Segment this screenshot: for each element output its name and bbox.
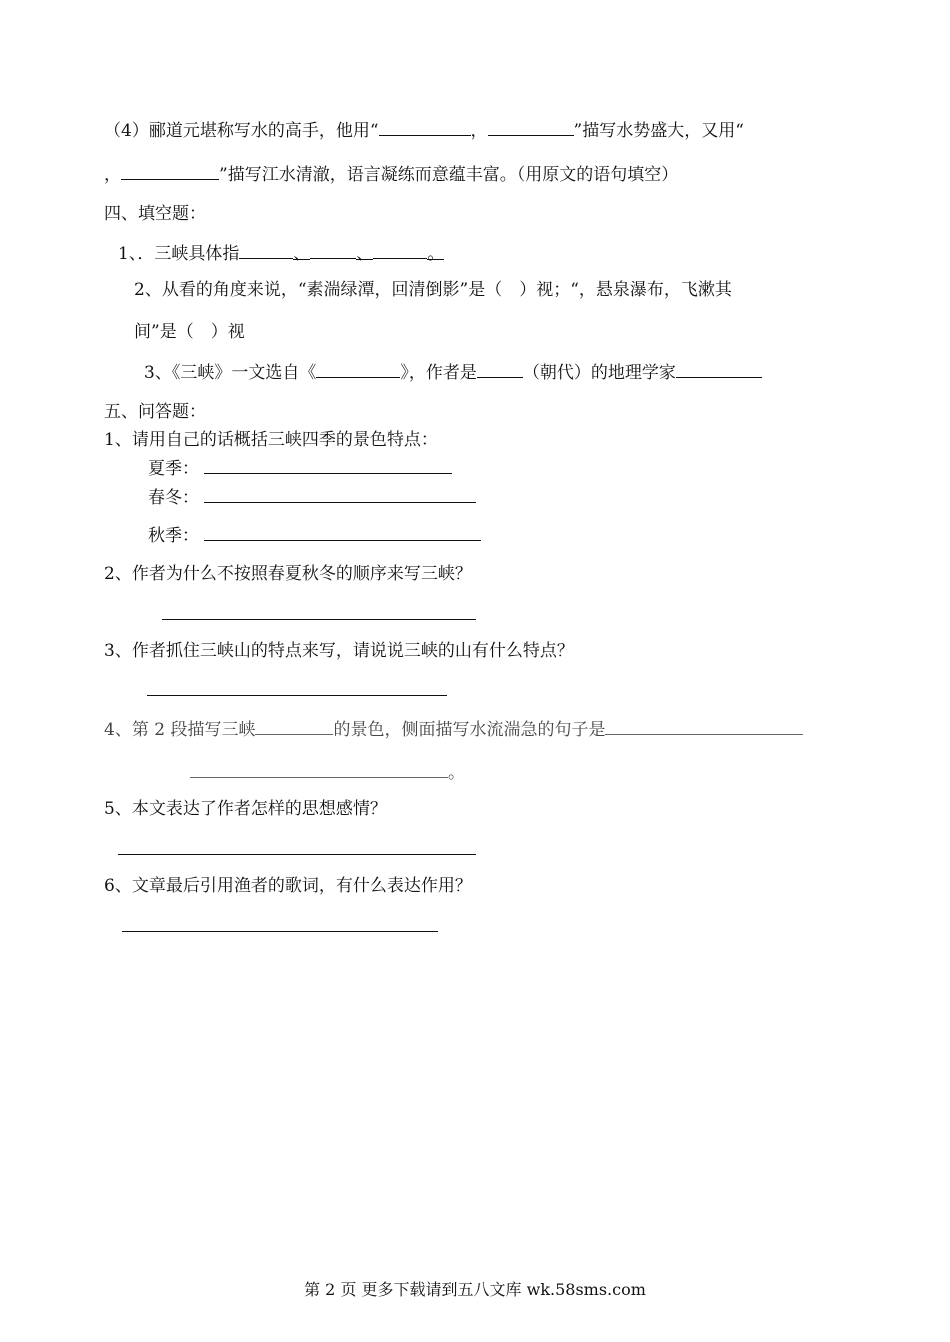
s5-q1-spring-winter-answer-line[interactable]	[204, 502, 476, 503]
s5-q1-summer-answer-line[interactable]	[204, 473, 452, 474]
s5-q1-autumn-label: 秋季：	[148, 526, 199, 546]
s4-q1-pre: 1、．三峡具体指	[118, 244, 240, 264]
s4-q1-sep: 、	[293, 244, 311, 264]
s5-q5: 5、本文表达了作者怎样的思想感情？	[104, 799, 387, 819]
s5-q4-line1	[104, 717, 803, 742]
s4-q1	[118, 241, 444, 266]
q4-line2	[104, 162, 678, 187]
s5-q6-answer-line[interactable]	[122, 931, 438, 932]
blank-input[interactable]	[676, 360, 762, 378]
s4-q3-post: （朝代）的地理学家	[522, 363, 676, 383]
blank-input[interactable]	[373, 241, 427, 259]
blank-input[interactable]	[605, 717, 803, 735]
blank-input[interactable]	[316, 360, 400, 378]
s5-q2-answer-line[interactable]	[162, 619, 476, 620]
s5-q2: 2、作者为什么不按照春夏秋冬的顺序来写三峡？	[104, 564, 472, 584]
s5-q4-line2	[190, 760, 465, 785]
page-footer: 第 2 页 更多下载请到五八文库 wk.58sms.com	[304, 1280, 646, 1299]
s5-q4-mid: 的景色，侧面描写水流湍急的句子是	[333, 720, 606, 740]
s5-q1-autumn-answer-line[interactable]	[204, 540, 481, 541]
s5-q1-summer-label: 夏季：	[148, 459, 199, 479]
s4-q3	[144, 360, 762, 385]
s5-q3-answer-line[interactable]	[147, 695, 447, 696]
q4-line1-post: ”描写水势盛大，又用“	[573, 121, 744, 141]
blank-input[interactable]	[190, 760, 448, 778]
s4-q3-mid: 》，作者是	[400, 363, 477, 383]
blank-input[interactable]	[255, 717, 333, 735]
s5-q6: 6、文章最后引用渔者的歌词，有什么表达作用？	[104, 876, 472, 896]
s4-q1-sep: 、	[356, 244, 374, 264]
blank-input[interactable]	[477, 360, 523, 378]
s5-q4-end: 。	[448, 763, 465, 783]
blank-input[interactable]	[310, 241, 356, 259]
s5-q5-answer-line[interactable]	[118, 854, 476, 855]
s5-q1-spring-winter-label: 春冬：	[148, 488, 199, 508]
q4-line2-pre: ，	[104, 165, 121, 185]
s4-q2-line1: 2、从看的角度来说，“素湍绿潭，回清倒影”是（ ）视；“，悬泉瀑布，飞漱其	[134, 280, 732, 300]
blank-input[interactable]	[379, 118, 471, 136]
section5-title: 五、问答题：	[104, 402, 206, 422]
blank-input[interactable]	[488, 118, 574, 136]
s4-q3-pre: 3、《三峡》一文选自《	[144, 363, 317, 383]
q4-line1	[104, 118, 744, 143]
q4-line2-post: ”描写江水清澈，语言凝练而意蕴丰富。（用原文的语句填空）	[219, 165, 679, 185]
q4-line1-comma: ，	[470, 121, 488, 141]
blank-input[interactable]	[239, 241, 293, 259]
s4-q2-line2: 间”是（ ）视	[134, 322, 245, 342]
s5-q4-pre: 4、第 2 段描写三峡	[104, 720, 256, 740]
s5-q1: 1、请用自己的话概括三峡四季的景色特点：	[104, 430, 438, 450]
section4-title: 四、填空题：	[104, 204, 206, 224]
s5-q3: 3、作者抓住三峡山的特点来写，请说说三峡的山有什么特点？	[104, 641, 574, 661]
q4-line1-pre: （4）郦道元堪称写水的高手，他用“	[104, 121, 379, 141]
s4-q1-end: 。	[427, 244, 445, 264]
blank-input[interactable]	[121, 162, 219, 180]
